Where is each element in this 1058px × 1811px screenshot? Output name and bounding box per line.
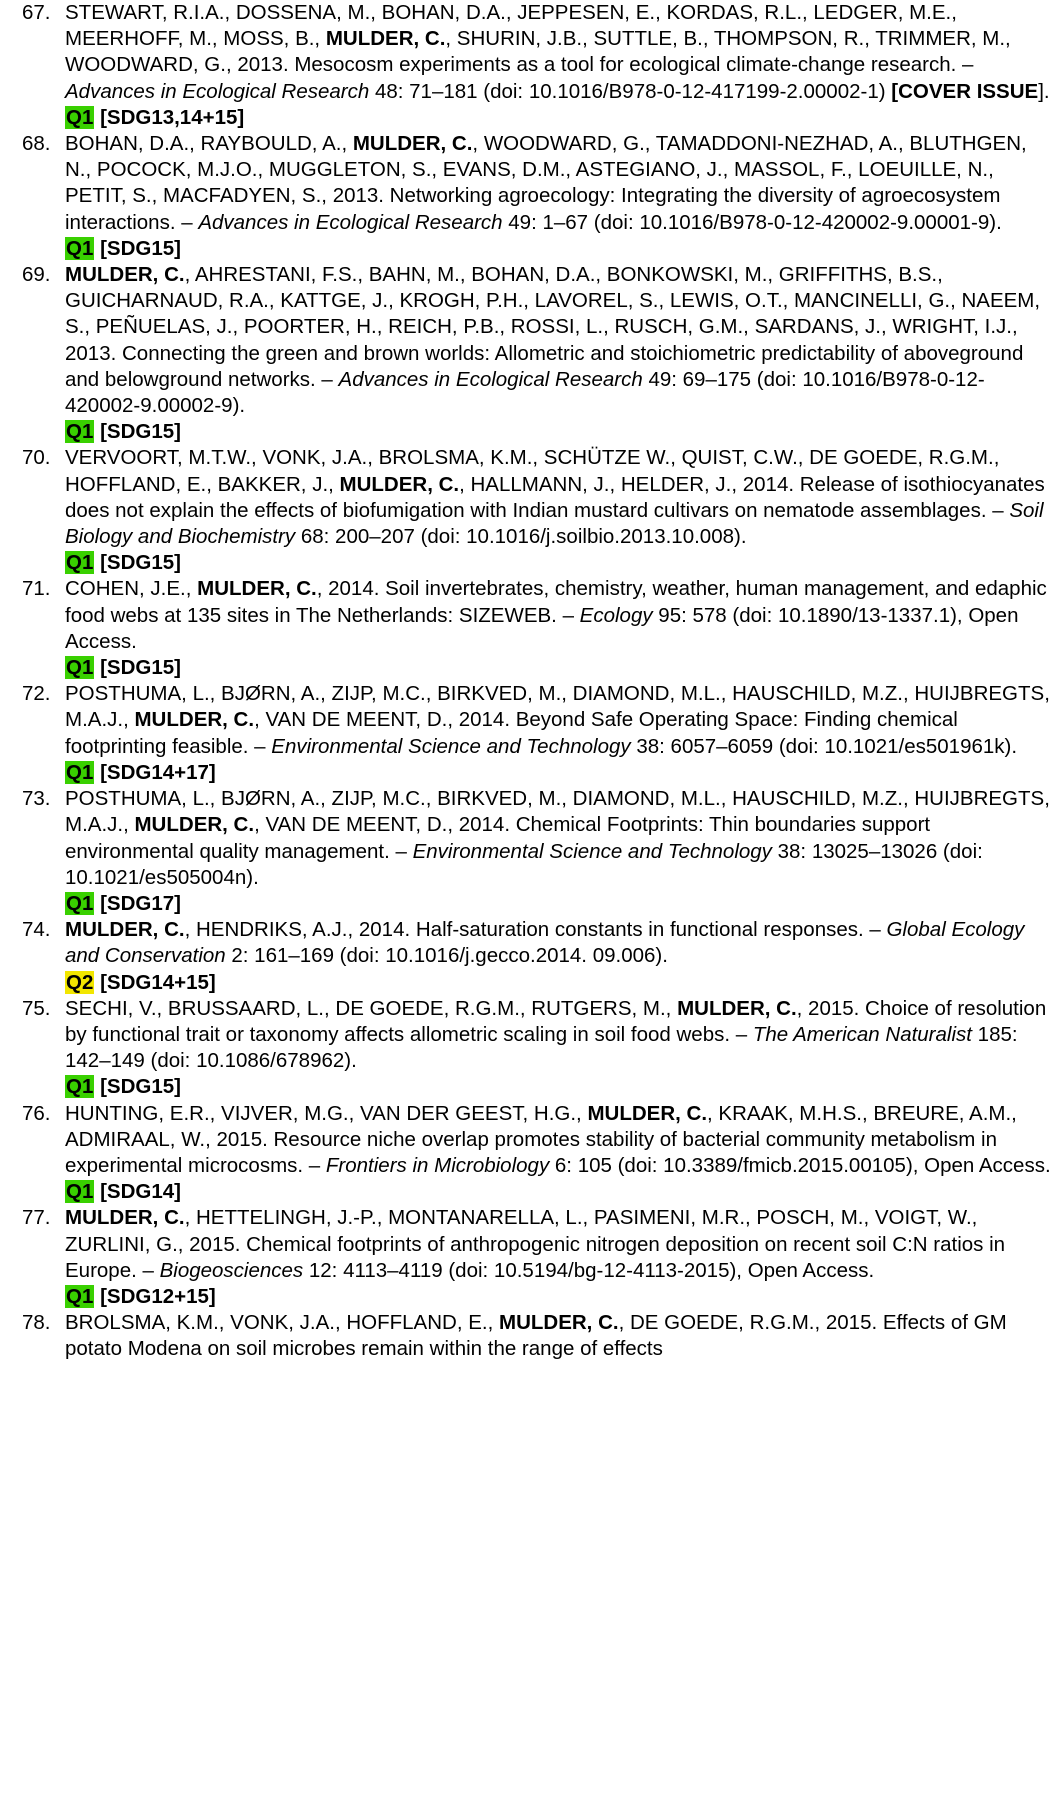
entry-number: 74. [22,918,51,942]
ranking-line [65,550,1052,576]
entry-number: 75. [22,996,51,1020]
citation-text [65,0,1052,105]
citation-text [65,996,1052,1075]
ranking-line [65,419,1052,445]
citation-segment: ]. [1038,79,1050,103]
publication-entry [0,1101,1058,1206]
journal-name: Environmental Science and Technology [271,734,631,758]
citation-text [65,131,1052,236]
citation-text [65,576,1052,655]
citation-segment: , SHURIN, J.B., SUTTLE, B., THOMPSON, R., TRIMMER, M., WOODWARD, G., 2013. Mesocosm experiments as a tool for ecological climate-change research. – [65,27,1011,77]
citation-segment: SECHI, V., BRUSSAARD, L., DE GOEDE, R.G.M., RUTGERS, M., [65,996,678,1020]
publication-entry [0,445,1058,576]
quartile-badge: Q1 [66,656,94,680]
citation-text [65,786,1052,891]
citation-text [65,917,1052,969]
publication-entry [0,0,1058,131]
citation-segment: STEWART, R.I.A., DOSSENA, M., BOHAN, D.A., JEPPESEN, E., KORDAS, R.L., LEDGER, M.E., MEERHOFF, M., MOSS, B., [65,1,957,51]
publication-entry [0,1205,1058,1310]
sdg-tag: [SDG13,14+15] [100,105,245,129]
citation-segment: , 2015. Choice of resolution by functional trait or taxonomy affects allometric scaling in soil food webs. – [65,996,1047,1046]
sdg-tag: [SDG15] [100,236,181,260]
entry-number: 71. [22,577,51,601]
quartile-badge: Q1 [66,420,94,444]
citation-segment: HUNTING, E.R., VIJVER, M.G., VAN DER GEEST, H.G., [65,1101,588,1125]
highlighted-author: MULDER, C. [587,1101,708,1125]
entry-number: 70. [22,446,51,470]
sdg-tag: [SDG14+17] [100,760,216,784]
ranking-line [65,970,1052,996]
citation-segment: , VAN DE MEENT, D., 2014. Chemical Footprints: Thin boundaries support environmental quality management. – [65,813,931,863]
journal-name: Advances in Ecological Research [198,210,503,234]
highlighted-author: MULDER, C. [197,577,317,601]
sdg-tag: [SDG15] [100,420,181,444]
entry-number: 69. [22,263,51,287]
sdg-tag: [SDG15] [100,656,181,680]
citation-segment: , AHRESTANI, F.S., BAHN, M., BOHAN, D.A., BONKOWSKI, M., GRIFFITHS, B.S., GUICHARNAUD, R.A., KATTGE, J., KROGH, P.H., LAVOREL, S., LEWIS, O.T., MANCINELLI, G., NAEEM, S., PEÑUELAS, J., POORTER, H., REICH, P.B., ROSSI, L., RUSCH, G.M., SARDANS, J., WRIGHT, I.J., 2013. Connecting the green and brown worlds: Allometric and stoichiometric predictability of aboveground and belowground networks. – [65,263,1041,391]
entry-number: 76. [22,1101,51,1125]
publication-entry [0,262,1058,445]
highlighted-author: MULDER, C. [65,918,185,942]
publication-entry [0,1310,1058,1362]
journal-name: Environmental Science and Technology [412,839,772,863]
journal-name: Frontiers in Microbiology [325,1153,550,1177]
quartile-badge: Q1 [66,760,94,784]
highlighted-author: MULDER, C. [325,27,446,51]
entry-number: 67. [22,1,51,24]
citation-text [65,262,1052,419]
quartile-badge: Q1 [66,551,94,575]
sdg-tag: [SDG15] [100,551,181,575]
quartile-badge: Q1 [66,236,94,260]
ranking-line [65,655,1052,681]
journal-name: Advances in Ecological Research [65,79,370,103]
highlighted-author: MULDER, C. [499,1311,619,1335]
citation-segment: , DE GOEDE, R.G.M., 2015. Effects of GM potato Modena on soil microbes remain within the range of effects [65,1311,1007,1361]
sdg-tag: [SDG12+15] [100,1284,216,1308]
quartile-badge: Q2 [66,970,94,994]
journal-name: Biogeosciences [159,1258,304,1282]
journal-name: Global Ecology and Conservation [65,918,1025,968]
entry-number: 77. [22,1206,51,1230]
citation-segment: , HENDRIKS, A.J., 2014. Half-saturation constants in functional responses. – [184,918,887,942]
citation-segment: 38: 6057–6059 (doi: 10.1021/es501961k). [630,734,1018,758]
sdg-tag: [SDG17] [100,891,181,915]
sdg-tag: [SDG14+15] [100,970,216,994]
entry-number: 68. [22,132,51,156]
sdg-tag: [SDG14] [100,1180,181,1204]
citation-segment: 49: 69–175 (doi: 10.1016/B978-0-12-420002-9.00002-9). [65,367,985,418]
citation-segment: , 2014. Soil invertebrates, chemistry, weather, human management, and edaphic food webs at 135 sites in The Netherlands: SIZEWEB. – [65,577,1047,627]
entry-number: 72. [22,682,51,706]
citation-segment: 2: 161–169 (doi: 10.1016/j.gecco.2014. 09.006). [225,944,668,968]
citation-segment: BOHAN, D.A., RAYBOULD, A., [65,132,353,156]
citation-segment: COHEN, J.E., [65,577,198,601]
citation-segment: 48: 71–181 (doi: 10.1016/B978-0-12-417199-2.00002-1) [369,79,892,103]
highlighted-author: MULDER, C. [134,813,255,837]
citation-text [65,681,1052,760]
citation-segment: , WOODWARD, G., TAMADDONI-NEZHAD, A., BLUTHGEN, N., POCOCK, M.J.O., MUGGLETON, S., EVANS, D.M., ASTEGIANO, J., MASSOL, F., LOEUILLE, N., PETIT, S., MACFADYEN, S., 2013. Networking agroecology: Integrating the diversity of agroecosystem interactions. – [65,132,1027,234]
citation-text [65,445,1052,550]
citation-segment: POSTHUMA, L., BJØRN, A., ZIJP, M.C., BIRKVED, M., DIAMOND, M.L., HAUSCHILD, M.Z., HUIJBREGTS, M.A.J., [65,682,1050,732]
publication-entry [0,131,1058,262]
highlighted-author: MULDER, C. [65,263,185,287]
citation-segment: , KRAAK, M.H.S., BREURE, A.M., ADMIRAAL, W., 2015. Resource niche overlap promotes stability of bacterial community metabolism in experimental microcosms. – [65,1101,1017,1177]
ranking-line [65,105,1052,131]
ranking-line [65,760,1052,786]
citation-segment: 49: 1–67 (doi: 10.1016/B978-0-12-420002-9.00001-9). [502,210,1002,234]
highlighted-author: MULDER, C. [65,1206,185,1230]
citation-segment: 6: 105 (doi: 10.3389/fmicb.2015.00105), Open Access. [549,1153,1051,1177]
citation-segment: POSTHUMA, L., BJØRN, A., ZIJP, M.C., BIRKVED, M., DIAMOND, M.L., HAUSCHILD, M.Z., HUIJBREGTS, M.A.J., [65,787,1050,837]
publication-entry [0,576,1058,681]
journal-name: Advances in Ecological Research [338,367,643,391]
entry-number: 73. [22,787,51,811]
publication-entry [0,786,1058,917]
citation-text [65,1101,1052,1180]
citation-segment: 68: 200–207 (doi: 10.1016/j.soilbio.2013.10.008). [295,525,747,549]
quartile-badge: Q1 [66,105,94,129]
citation-segment: 38: 13025–13026 (doi: 10.1021/es505004n). [65,839,983,889]
citation-segment: , VAN DE MEENT, D., 2014. Beyond Safe Operating Space: Finding chemical footprinting feasible. – [65,708,958,758]
journal-name: Ecology [579,603,653,627]
citation-segment: 95: 578 (doi: 10.1890/13-1337.1), Open Access. [65,603,1019,653]
citation-text [65,1205,1052,1284]
citation-segment: 185: 142–149 (doi: 10.1086/678962). [65,1022,1018,1073]
sdg-tag: [SDG15] [100,1075,181,1099]
ranking-line [65,236,1052,262]
quartile-badge: Q1 [66,1180,94,1204]
citation-segment: VERVOORT, M.T.W., VONK, J.A., BROLSMA, K.M., SCHÜTZE W., QUIST, C.W., DE GOEDE, R.G.M., HOFFLAND, E., BAKKER, J., [65,446,1000,496]
citation-segment: 12: 4113–4119 (doi: 10.5194/bg-12-4113-2015), Open Access. [303,1258,875,1282]
highlighted-author: MULDER, C. [677,996,797,1020]
journal-name: The American Naturalist [752,1022,972,1046]
citation-segment: BROLSMA, K.M., VONK, J.A., HOFFLAND, E., [65,1311,499,1335]
highlighted-author: MULDER, C. [352,132,473,156]
ranking-line [65,1284,1052,1310]
journal-name: Soil Biology and Biochemistry [65,498,1044,549]
citation-segment: , HETTELINGH, J.-P., MONTANARELLA, L., PASIMENI, M.R., POSCH, M., VOIGT, W., ZURLINI, G., 2015. Chemical footprints of anthropogenic nitrogen deposition on recent soil C:N ratios in Europe. – [65,1206,1006,1282]
quartile-badge: Q1 [66,891,94,915]
ranking-line [65,1074,1052,1100]
citation-segment: , HALLMANN, J., HELDER, J., 2014. Release of isothiocyanates does not explain the effects of biofumigation with Indian mustard cultivars on nematode assemblages. – [65,472,1045,522]
entry-number: 78. [22,1311,51,1335]
highlighted-author: MULDER, C. [339,472,460,496]
highlighted-author: MULDER, C. [134,708,255,732]
ranking-line [65,1179,1052,1205]
ranking-line [65,891,1052,917]
publication-entry [0,681,1058,786]
quartile-badge: Q1 [66,1075,94,1099]
highlighted-author: [COVER ISSUE [891,79,1039,103]
publication-entry [0,917,1058,996]
publication-entry [0,996,1058,1101]
quartile-badge: Q1 [66,1284,94,1308]
citation-text [65,1310,1052,1362]
